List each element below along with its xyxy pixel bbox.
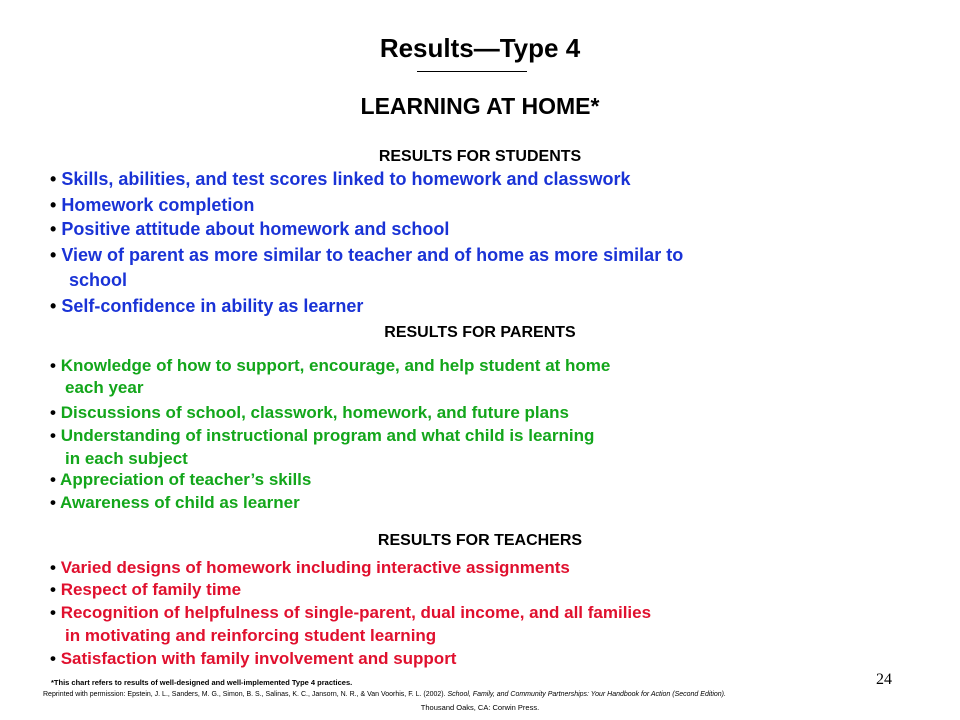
students-item: • View of parent as more similar to teacher and of home as more similar to [50,245,684,265]
students-item: • Homework completion [50,195,255,215]
teachers-item: • Satisfaction with family involvement and support [50,649,457,668]
students-item: • Self-confidence in ability as learner [50,296,364,316]
parents-item: • Appreciation of teacher’s skills [50,470,312,489]
page-title: Results—Type 4 [379,33,581,63]
teachers-heading: RESULTS FOR TEACHERS [377,532,583,549]
students-item: • Skills, abilities, and test scores linked to homework and classwork [50,169,631,189]
parents-item: • Knowledge of how to support, encourage, and help student at home [50,356,611,375]
citation-publisher: Thousand Oaks, CA: Corwin Press. [420,703,540,712]
teachers-item: • Respect of family time [50,580,242,599]
students-item-continuation: school [69,270,128,290]
parents-item-continuation: in each subject [65,449,188,468]
page-number: 24 [876,671,892,688]
parents-item: • Understanding of instructional program and what child is learning [50,426,595,445]
teachers-item: • Recognition of helpfulness of single-parent, dual income, and all families [50,603,652,622]
teachers-item: • Varied designs of homework including interactive assignments [50,558,570,577]
page-subtitle: LEARNING AT HOME* [360,93,600,119]
title-underline [417,71,527,72]
footnote: *This chart refers to results of well-designed and well-implemented Type 4 practices. [51,678,353,687]
parents-item-continuation: each year [65,378,144,397]
students-item: • Positive attitude about homework and school [50,219,450,239]
teachers-item-continuation: in motivating and reinforcing student learning [65,626,437,645]
citation: Reprinted with permission: Epstein, J. L., Sanders, M. G., Simon, B. S., Salinas, K. C., Jansorn, N. R., & Van Voorhis, F. L. (2002). School, Family, and Community Partnerships: Your Handbook for Action (Second Edition). [43,691,726,698]
students-heading: RESULTS FOR STUDENTS [378,148,582,165]
parents-heading: RESULTS FOR PARENTS [384,324,576,341]
parents-item: • Discussions of school, classwork, homework, and future plans [50,403,569,422]
parents-item: • Awareness of child as learner [50,493,300,512]
